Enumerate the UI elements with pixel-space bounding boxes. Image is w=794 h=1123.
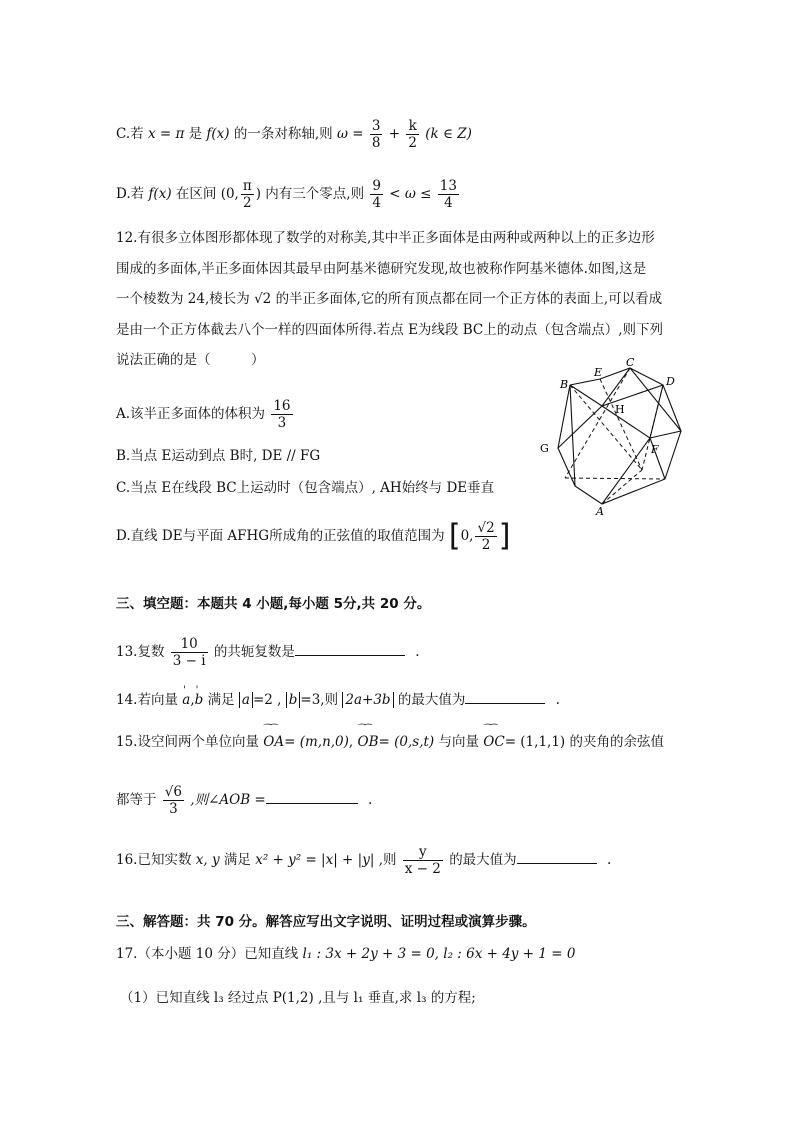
polyhedron-figure [530,358,690,518]
label-e: E [594,366,603,379]
q16: 16.已知实数 x, y 满足 x² + y² = |x| + |y| ,则 $\frac{y}{x - 2}$ 的最大值为 . [116,844,612,877]
q14: 14.若向量 ' a,' b 满足 a =2 , b =3,则 2a+3b 的最大值为 . [116,690,560,710]
section-solution-heading: 三、解答题：共 70 分。解答应写出文字说明、证明过程或演算步骤。 [116,914,536,930]
fraction: $\frac{√2}{2}$ [477,520,495,553]
answer-blank[interactable] [266,791,358,804]
label-h: H [615,403,625,416]
fraction: $\frac{\pi}{2}$ [242,178,252,211]
label-g: G [540,442,549,455]
edge [650,431,681,438]
fraction: $\frac{k}{2}$ [408,118,417,151]
answer-blank[interactable] [465,691,545,704]
fraction: $\frac{y}{x - 2}$ [404,844,441,877]
q12-line-4: 是由一个正方体截去八个一样的四面体所得.若点 E为线段 BC上的动点（包含端点）,则下列 [116,322,664,338]
label-d: D [666,375,675,388]
q17-head: 17.（本小题 10 分）已知直线 l₁ : 3x + 2y + 3 = 0, l₂ : 6x + 4y + 1 = 0 [116,946,576,962]
label-f: F [651,443,659,456]
hidden-edge [565,478,665,479]
q11-option-c: C.若 x = π 是 f(x) 的一条对称轴,则 ω = $\frac{3}{8}$ + $\frac{k}{2}$ (k ∈ Z) [116,118,472,151]
label-a: A [596,505,604,518]
label-c: C [626,358,635,369]
fraction: $\frac{16}{3}$ [273,398,291,431]
q12-option-a: A.该半正多面体的体积为 $\frac{16}{3}$ [116,398,291,431]
answer-blank[interactable] [295,643,405,656]
q12-option-c: C.当点 E在线段 BC上运动时（包含端点）, AH始终与 DE垂直 [116,480,495,496]
fraction: $\frac{10}{3 - i}$ [172,636,206,669]
hidden-edge [600,379,642,470]
q12-line-5: 说法正确的是（ ） [116,352,265,368]
fraction: $\frac{13}{4}$ [439,178,457,211]
q15-line-2: 都等于 $\frac{√6}{3}$ ,则∠AOB = . [116,784,373,817]
q12-option-b: B.当点 E运动到点 B时, DE // FG [116,448,321,464]
q11-option-d: D.若 f(x) 在区间 (0, $\frac{\pi}{2}$ ) 内有三个零点,则 $\frac{9}{4}$ < ω ≤ $\frac{13}{4}$ [116,178,457,211]
section-fill-in-heading: 三、填空题：本题共 4 小题,每小题 5分,共 20 分。 [116,596,431,612]
answer-blank[interactable] [517,851,597,864]
hidden-edge [602,470,642,504]
fraction: $\frac{√6}{3}$ [164,784,182,817]
q12-line-1: 12.有很多立体图形都体现了数学的对称美,其中半正多面体是由两种或两种以上的正多边形 [116,230,655,246]
q12-line-3: 一个棱数为 24,棱长为 √2 的半正多面体,它的所有顶点都在同一个正方体的表面上,可以看成 [116,291,663,307]
fraction: $\frac{3}{8}$ [371,118,381,151]
q12-line-2: 围成的多面体,半正多面体因其最早由阿基米德研究发现,故也被称作阿基米德体.如图,这是 [116,261,647,277]
label-b: B [560,378,569,391]
q17-part-1: （1）已知直线 l₃ 经过点 P(1,2) ,且与 l₁ 垂直,求 l₃ 的方程; [120,990,476,1006]
q13: 13.复数 $\frac{10}{3 - i}$ 的共轭复数是 . [116,636,420,669]
hidden-edge [570,385,642,470]
q15-line-1: 15.设空间两个单位向量 ⁀⁀ OA= (m,n,0), ⁀⁀ OB= (0,s,t) 与向量 ⁀⁀ OC= (1,1,1) 的夹角的余弦值 [116,732,664,752]
edge [602,385,663,406]
q12-option-d: D.直线 DE与平面 AFHG所成角的正弦值的取值范围为 [0, $\frac{√2}{2}$ ] [116,518,511,554]
fraction: $\frac{9}{4}$ [372,178,381,211]
